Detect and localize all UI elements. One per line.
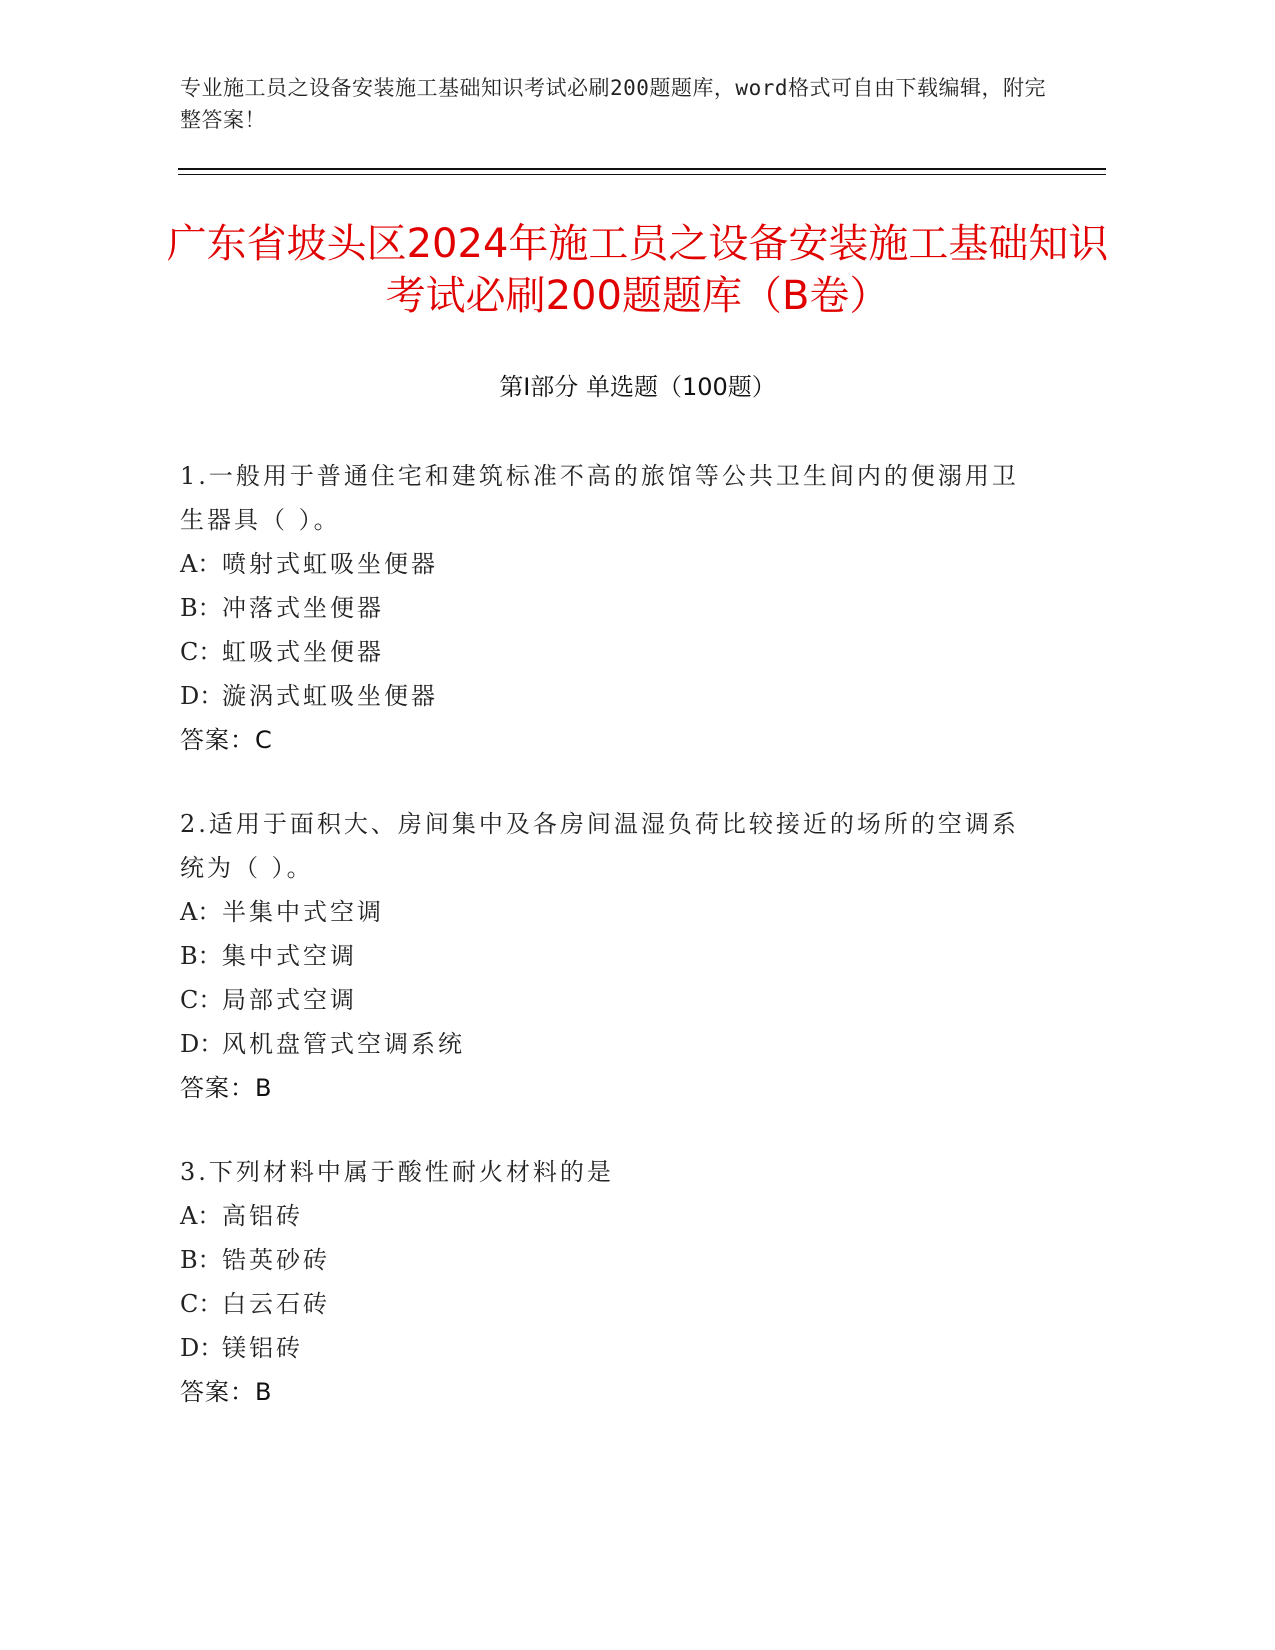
option-b	[180, 1238, 1040, 1282]
answer-line: 答案：B	[180, 1074, 273, 1102]
option-key: A：	[180, 1202, 222, 1230]
option-text: 镁铝砖	[222, 1334, 303, 1362]
option-key: B：	[180, 942, 222, 970]
option-text: 局部式空调	[222, 986, 357, 1014]
option-text: 虹吸式坐便器	[222, 638, 384, 666]
option-text: 白云石砖	[222, 1290, 330, 1318]
option-key: C：	[180, 1290, 223, 1318]
header-divider-thick	[178, 168, 1106, 170]
option-key: D：	[180, 682, 224, 710]
option-b	[180, 586, 1040, 630]
section-title: 第Ⅰ部分 单选题（100题）	[499, 373, 776, 401]
option-text: 集中式空调	[222, 942, 357, 970]
option-text: 锆英砂砖	[222, 1246, 330, 1274]
option-text: 喷射式虹吸坐便器	[222, 550, 438, 578]
answer-line: 答案：B	[180, 1378, 273, 1406]
option-key: D：	[180, 1030, 224, 1058]
question-stem: 1.一般用于普通住宅和建筑标准不高的旅馆等公共卫生间内的便溺用卫生器具（ ）。	[180, 462, 1019, 534]
option-a	[180, 1194, 1040, 1238]
question-2	[180, 802, 1040, 1110]
option-b	[180, 934, 1040, 978]
option-text: 半集中式空调	[222, 898, 384, 926]
question-1	[180, 454, 1040, 762]
option-d	[180, 1326, 1040, 1370]
option-d	[180, 674, 1040, 718]
question-stem: 3.下列材料中属于酸性耐火材料的是	[180, 1158, 614, 1186]
option-d	[180, 1022, 1040, 1066]
option-a	[180, 542, 1040, 586]
option-c	[180, 978, 1040, 1022]
answer-line: 答案：C	[180, 726, 273, 754]
option-key: A：	[180, 898, 222, 926]
document-title: 广东省坡头区2024年施工员之设备安装施工基础知识考试必刷200题题库（B卷）	[166, 221, 1109, 319]
option-key: B：	[180, 594, 222, 622]
option-key: B：	[180, 1246, 222, 1274]
option-text: 冲落式坐便器	[222, 594, 384, 622]
option-key: A：	[180, 550, 222, 578]
option-text: 漩涡式虹吸坐便器	[222, 682, 438, 710]
header-note: 专业施工员之设备安装施工基础知识考试必刷200题题库，word格式可自由下载编辑，附完整答案！	[180, 76, 1046, 132]
header-divider-thin	[178, 174, 1106, 175]
option-key: C：	[180, 638, 223, 666]
option-key: D：	[180, 1334, 224, 1362]
option-c	[180, 1282, 1040, 1326]
option-text: 风机盘管式空调系统	[222, 1030, 465, 1058]
option-key: C：	[180, 986, 223, 1014]
option-text: 高铝砖	[222, 1202, 303, 1230]
question-3	[180, 1150, 1040, 1414]
option-c	[180, 630, 1040, 674]
question-stem: 2.适用于面积大、房间集中及各房间温湿负荷比较接近的场所的空调系统为（ ）。	[180, 810, 1019, 882]
option-a	[180, 890, 1040, 934]
